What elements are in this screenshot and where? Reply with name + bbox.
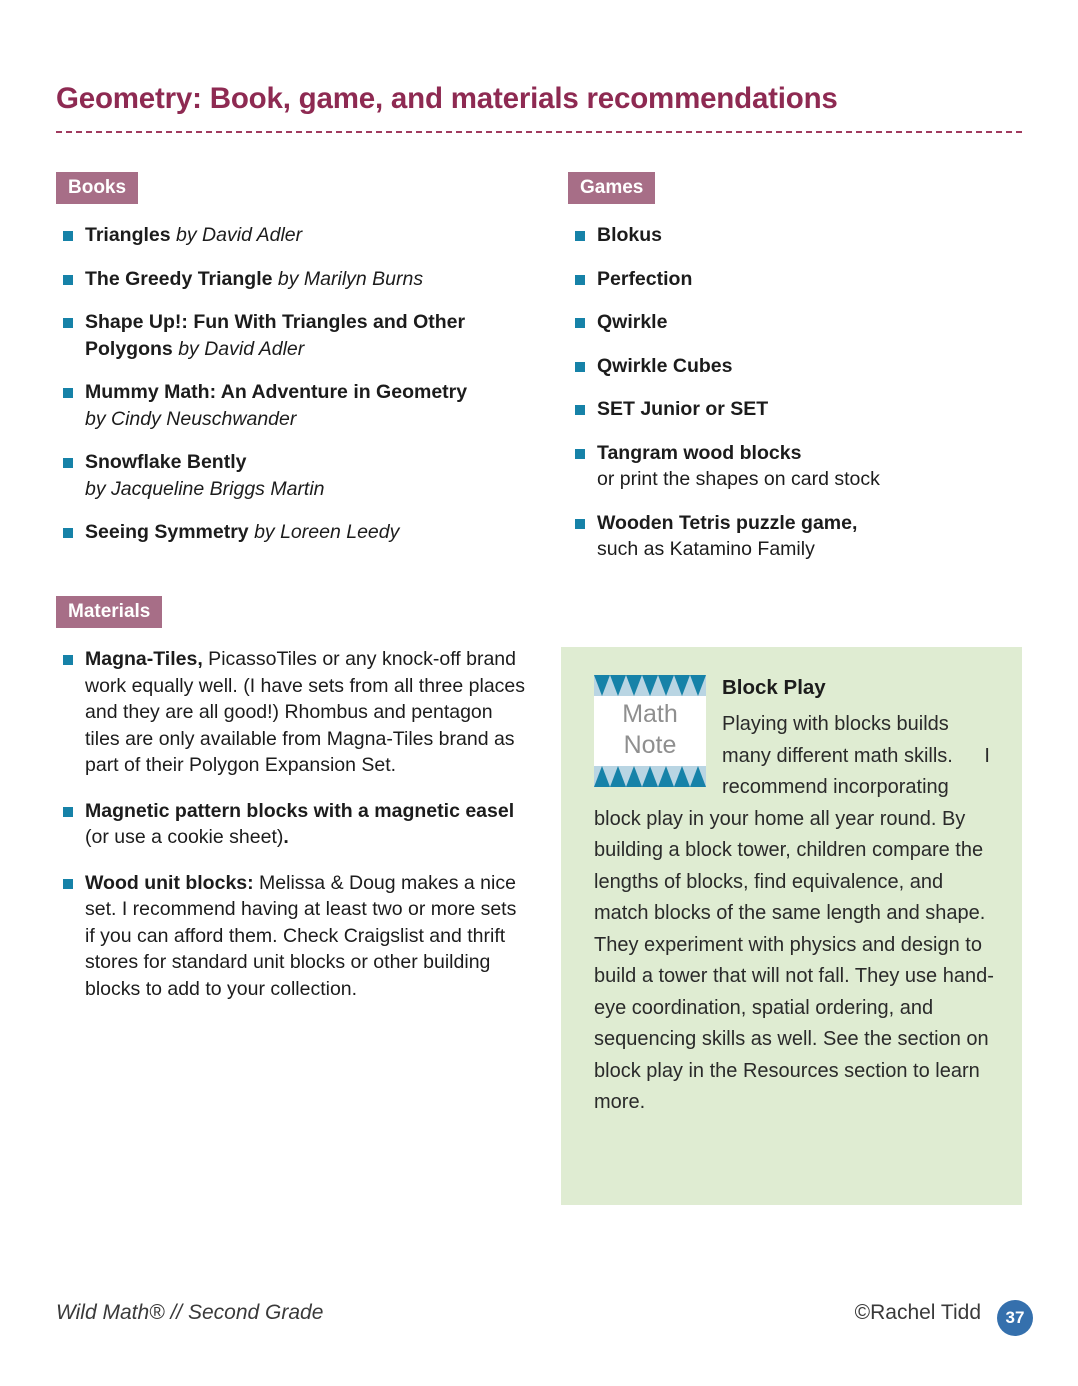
- math-note-content: [594, 675, 994, 1119]
- book-title: Seeing Symmetry: [85, 521, 249, 543]
- books-list: [56, 222, 526, 546]
- material-body: (or use a cookie sheet): [85, 826, 284, 848]
- title-divider: [56, 131, 1022, 133]
- square-bullet-icon: [63, 275, 73, 285]
- list-item: [56, 870, 526, 1003]
- material-body: PicassoTiles or any knock-off brand work equally well. (I have sets from all three places and they are all good!) Rhombus and pentagon tiles are only available from Magna-Tiles brand as part of their Polygon Expansion Set.: [85, 648, 526, 776]
- book-title: Shape Up!: Fun With Triangles and Other Polygons: [85, 311, 466, 360]
- list-item: [568, 353, 998, 380]
- math-note-icon-line1: Math: [622, 700, 678, 728]
- square-bullet-icon: [575, 275, 585, 285]
- materials-column: [56, 646, 526, 1021]
- square-bullet-icon: [63, 528, 73, 538]
- book-author: by David Adler: [176, 224, 303, 246]
- material-lead: Wood unit blocks:: [85, 871, 254, 894]
- math-note-paragraph-2: I recommend incorporating block play in your home all year round. By building a block tower, children compare the lengths of blocks, find equivalence, and match blocks of the same length and shape. They experiment with physics and design to build a tower that will not fall. They use hand-eye coordination, spatial ordering, and sequencing skills as well. See the section on block play in the Resources section to learn more.: [594, 744, 994, 1113]
- section-header-materials: Materials: [56, 596, 162, 628]
- list-item: [56, 798, 526, 851]
- list-item: [56, 379, 526, 432]
- game-note: or print the shapes on card stock: [597, 468, 880, 490]
- list-item: [56, 266, 526, 293]
- game-title: Perfection: [597, 267, 693, 290]
- game-title: Tangram wood blocks: [597, 441, 802, 464]
- square-bullet-icon: [63, 231, 73, 241]
- list-item: [568, 309, 998, 336]
- square-bullet-icon: [63, 879, 73, 889]
- book-author: by Cindy Neuschwander: [85, 407, 297, 430]
- book-author: by Jacqueline Briggs Martin: [85, 477, 325, 500]
- list-item: [568, 222, 998, 249]
- zigzag-top-icon: [594, 675, 706, 696]
- section-header-books: Books: [56, 172, 138, 204]
- square-bullet-icon: [575, 449, 585, 459]
- list-item: [568, 510, 998, 563]
- page-title: Geometry: Book, game, and materials recommendations: [56, 82, 838, 115]
- game-title: SET Junior or SET: [597, 398, 769, 420]
- square-bullet-icon: [575, 318, 585, 328]
- book-title: Snowflake Bently: [85, 451, 247, 473]
- math-note-icon-label: [594, 699, 706, 761]
- math-note-paragraph-1: Playing with blocks builds many different math skills.: [722, 713, 953, 767]
- list-item: [568, 396, 998, 423]
- square-bullet-icon: [575, 519, 585, 529]
- book-title: The Greedy Triangle: [85, 267, 273, 290]
- book-title: Mummy Math: An Adventure in Geometry: [85, 381, 468, 403]
- footer-left-text: Wild Math® // Second Grade: [56, 1301, 324, 1324]
- zigzag-bottom-icon: [594, 766, 706, 787]
- games-column: [568, 222, 998, 580]
- material-lead: Magna-Tiles,: [85, 648, 203, 670]
- footer-copyright: ©Rachel Tidd: [854, 1301, 981, 1324]
- square-bullet-icon: [63, 807, 73, 817]
- materials-list: [56, 646, 526, 1002]
- games-list: [568, 222, 998, 563]
- square-bullet-icon: [575, 405, 585, 415]
- math-note-icon-line2: Note: [623, 731, 677, 759]
- book-author: by Marilyn Burns: [277, 267, 424, 290]
- books-column: [56, 222, 526, 563]
- material-lead: Magnetic pattern blocks with a magnetic easel: [85, 799, 515, 822]
- list-item: [56, 449, 526, 502]
- material-body: Melissa & Doug makes a nice set. I recommend having at least two or more sets if you can afford them. Check Craigslist and thrift stores for standard unit blocks or other building blocks to add to your collection.: [85, 871, 517, 1000]
- list-item: [568, 266, 998, 293]
- list-item: [568, 440, 998, 493]
- book-author: by David Adler: [178, 337, 305, 360]
- square-bullet-icon: [63, 318, 73, 328]
- material-tail: .: [283, 826, 289, 848]
- game-title: Qwirkle: [597, 311, 668, 333]
- square-bullet-icon: [63, 458, 73, 468]
- game-title: Blokus: [597, 224, 663, 246]
- book-author: by Loreen Leedy: [254, 521, 400, 543]
- square-bullet-icon: [63, 655, 73, 665]
- math-note-icon: [594, 675, 706, 787]
- game-title: Wooden Tetris puzzle game,: [597, 511, 858, 534]
- section-header-games: Games: [568, 172, 655, 204]
- list-item: [56, 222, 526, 249]
- game-note: such as Katamino Family: [597, 538, 815, 560]
- square-bullet-icon: [575, 231, 585, 241]
- math-note-title: Block Play: [722, 676, 826, 699]
- page-number-badge: 37: [997, 1300, 1033, 1336]
- list-item: [56, 519, 526, 546]
- list-item: [56, 309, 526, 362]
- square-bullet-icon: [575, 362, 585, 372]
- list-item: [56, 646, 526, 779]
- square-bullet-icon: [63, 388, 73, 398]
- game-title: Qwirkle Cubes: [597, 354, 733, 377]
- book-title: Triangles: [85, 224, 171, 246]
- math-note-box: [561, 647, 1022, 1205]
